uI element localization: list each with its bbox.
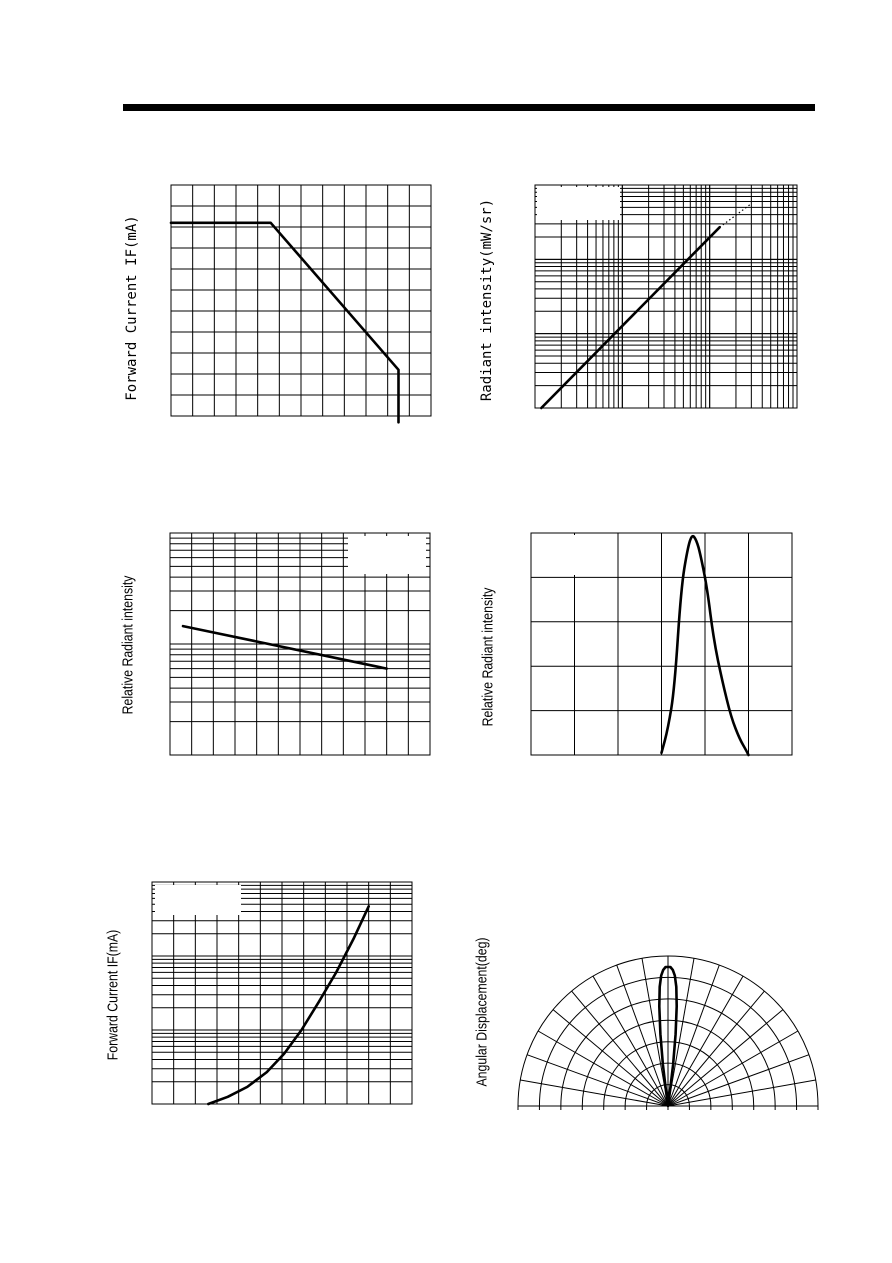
radiation-grid bbox=[518, 956, 818, 1110]
derating-grid bbox=[171, 185, 431, 416]
derating-chart bbox=[171, 185, 431, 422]
iv-series-line bbox=[208, 906, 368, 1104]
iv-grid bbox=[152, 882, 412, 1104]
intensity-vs-current-chart bbox=[535, 185, 797, 408]
spectral-chart bbox=[531, 533, 792, 755]
temp-legend-box bbox=[348, 536, 426, 574]
intensity-series-line bbox=[541, 227, 719, 408]
temp-characteristic-chart bbox=[170, 533, 430, 755]
iv-curve-chart bbox=[152, 882, 412, 1104]
iv-legend-box bbox=[155, 885, 241, 915]
derating-series-line bbox=[171, 223, 399, 422]
radiation-pattern-chart bbox=[518, 956, 818, 1110]
intensity-legend-box bbox=[537, 187, 620, 220]
spectral-legend-box bbox=[533, 535, 617, 575]
